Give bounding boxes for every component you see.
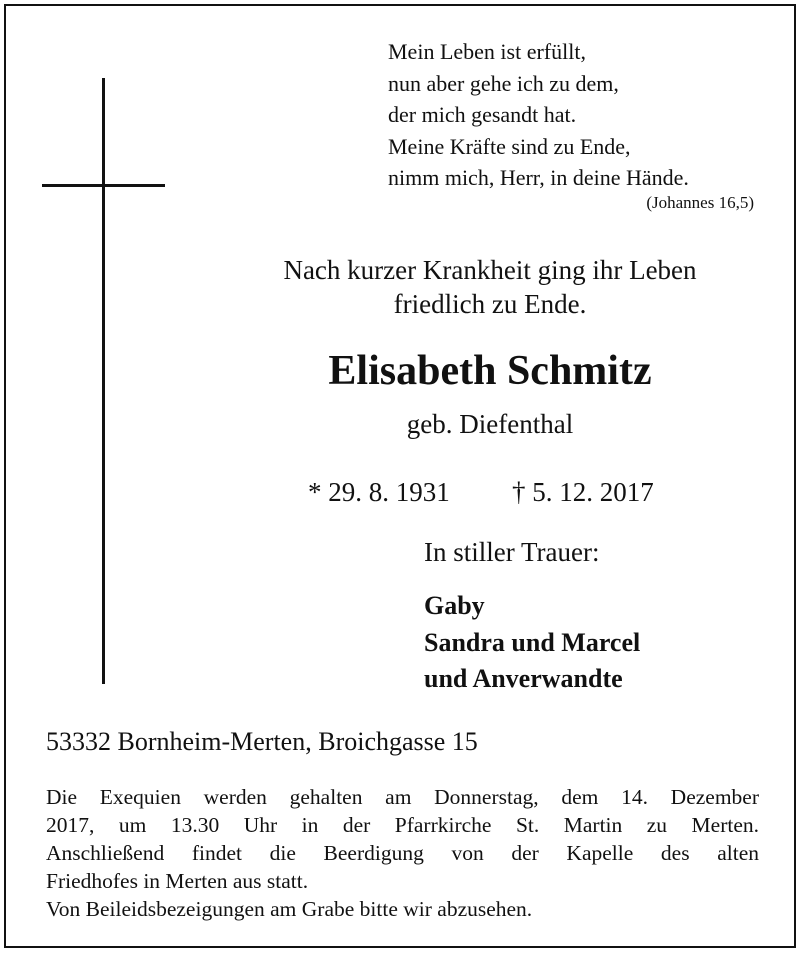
notice-line: Anschließend findet die Beerdigung von der Kapelle des alten <box>46 841 759 865</box>
notice-line: 2017, um 13.30 Uhr in der Pfarrkirche St. Martin zu Merten. <box>46 813 759 837</box>
bible-verse <box>388 36 689 194</box>
signer: und Anverwandte <box>424 664 623 693</box>
verse-line: Meine Kräfte sind zu Ende, <box>388 133 631 159</box>
notice-line: Von Beileidsbezeigungen am Grabe bitte wir abzusehen. <box>46 897 533 921</box>
verse-source: (Johannes 16,5) <box>646 193 754 212</box>
notice-line: Friedhofes in Merten aus statt. <box>46 869 309 893</box>
mourning-heading: In stiller Trauer: <box>424 537 600 567</box>
intro-line: Nach kurzer Krankheit ging ihr Leben <box>283 255 697 285</box>
intro-text <box>200 253 780 321</box>
intro-line: friedlich zu Ende. <box>393 289 587 319</box>
deceased-name: Elisabeth Schmitz <box>328 348 652 394</box>
funeral-notice <box>46 783 759 923</box>
signer: Sandra und Marcel <box>424 627 641 657</box>
cross-vertical-bar <box>102 78 105 684</box>
verse-line: nun aber gehe ich zu dem, <box>388 70 619 96</box>
verse-line: der mich gesandt hat. <box>388 102 577 127</box>
birth-name: geb. Diefenthal <box>406 409 574 439</box>
death-date: † 5. 12. 2017 <box>512 477 654 507</box>
verse-line: Mein Leben ist erfüllt, <box>388 39 586 64</box>
cross-horizontal-bar <box>42 184 165 187</box>
notice-line: Die Exequien werden gehalten am Donnerstag, dem 14. Dezember <box>46 785 759 809</box>
signer: Gaby <box>424 591 485 620</box>
signers-list <box>424 588 640 698</box>
verse-line: nimm mich, Herr, in deine Hände. <box>388 165 689 190</box>
birth-date: * 29. 8. 1931 <box>308 477 450 507</box>
address: 53332 Bornheim-Merten, Broichgasse 15 <box>46 727 478 756</box>
